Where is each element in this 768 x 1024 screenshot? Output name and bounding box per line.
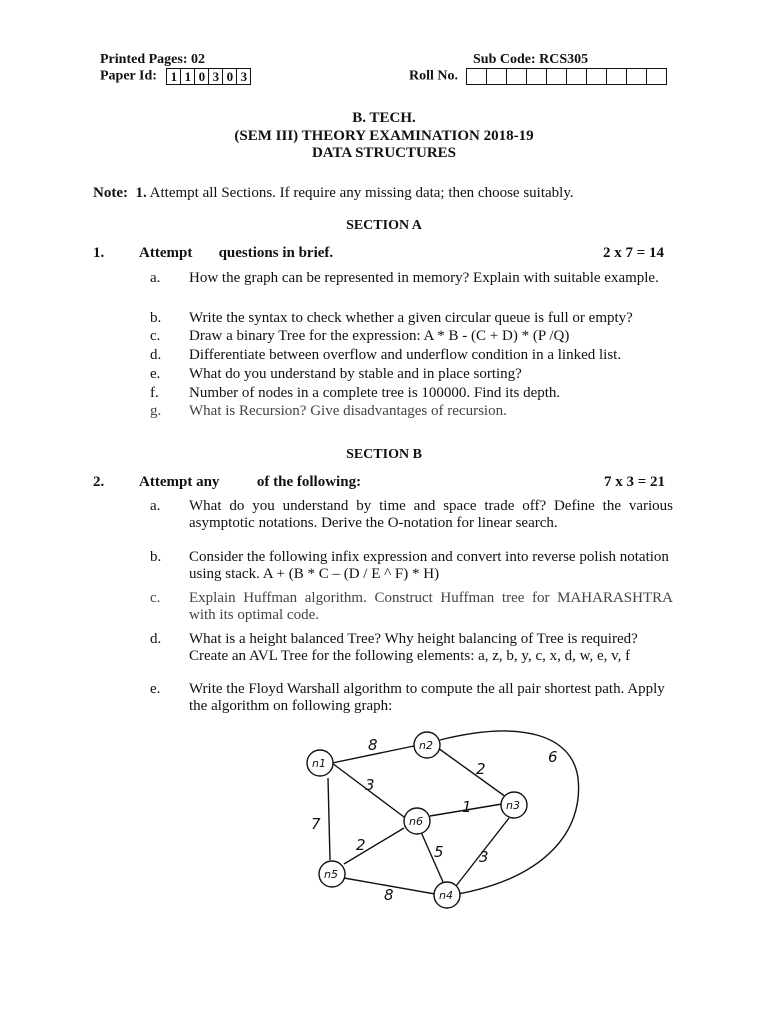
- item-label: e.: [150, 681, 161, 697]
- printed-pages: Printed Pages: 02: [100, 52, 205, 67]
- course-title: B. TECH.: [352, 110, 416, 126]
- paper-id: [100, 68, 251, 85]
- note: [93, 185, 574, 202]
- roll-no-cell[interactable]: [546, 68, 566, 85]
- paper-id-digit: 1: [180, 68, 194, 85]
- edge-weight: 3: [365, 776, 375, 794]
- node-label: n3: [506, 799, 520, 812]
- item-label: d.: [150, 347, 162, 363]
- item-label: e.: [150, 366, 161, 382]
- item-text: Differentiate between overflow and underflow condition in a linked list.: [189, 347, 622, 363]
- edge-weight: 2: [356, 836, 366, 854]
- roll-no-boxes[interactable]: [466, 68, 667, 85]
- node-label: n2: [419, 739, 433, 752]
- note-text: Attempt all Sections. If require any missing data; then choose suitably.: [149, 185, 574, 201]
- q1-marks: 2 x 7 = 14: [603, 245, 665, 261]
- item-label: f.: [150, 385, 159, 401]
- roll-no-cell[interactable]: [646, 68, 666, 85]
- item-label: b.: [150, 310, 162, 326]
- node-label: n1: [312, 757, 326, 770]
- item-text: Consider the following infix expression and convert into reverse polish notation using stack. A + (B * C – (D / E ^ F) * H): [189, 549, 669, 582]
- edge-weight: 7: [311, 815, 321, 833]
- item-label: c.: [150, 590, 161, 606]
- item-label: b.: [150, 549, 162, 565]
- graph-edge: [344, 828, 404, 864]
- note-number: 1.: [135, 185, 147, 201]
- graph-edge: [438, 748, 506, 797]
- roll-no-cell[interactable]: [586, 68, 606, 85]
- item-label: d.: [150, 631, 162, 647]
- paper-id-digit: 0: [222, 68, 236, 85]
- paper-id-digit: 0: [194, 68, 208, 85]
- item-label: a.: [150, 498, 161, 514]
- roll-no-cell[interactable]: [486, 68, 506, 85]
- section-a-heading: SECTION A: [346, 218, 422, 233]
- q2-number: 2.: [93, 474, 105, 490]
- paper-id-digit: 3: [236, 68, 250, 85]
- roll-no-cell[interactable]: [506, 68, 526, 85]
- node-label: n5: [324, 868, 338, 881]
- q2-marks: 7 x 3 = 21: [604, 474, 666, 490]
- q2-instruction: Attempt any of the following:: [139, 474, 362, 490]
- roll-no-cell[interactable]: [626, 68, 646, 85]
- node-label: n6: [409, 815, 423, 828]
- roll-no-label: Roll No.: [409, 68, 458, 84]
- node-label: n4: [439, 889, 453, 902]
- item-text: Draw a binary Tree for the expression: A * B - (C + D) * (P /Q): [189, 328, 570, 344]
- exam-title: (SEM III) THEORY EXAMINATION 2018-19: [234, 128, 534, 144]
- item-text: What do you understand by time and space trade off? Define the various asymptotic notations. Derive the O-notation for linear search.: [189, 498, 673, 531]
- item-text: Explain Huffman algorithm. Construct Huffman tree for MAHARASHTRA with its optimal code.: [189, 590, 673, 623]
- item-label: a.: [150, 270, 161, 286]
- subject-title: DATA STRUCTURES: [311, 145, 457, 161]
- edge-weight: 8: [384, 886, 394, 904]
- sub-code: Sub Code: RCS305: [473, 52, 589, 67]
- edge-weight: 1: [462, 798, 472, 816]
- item-label: c.: [150, 328, 161, 344]
- paper-id-boxes: [166, 68, 251, 85]
- item-text: What do you understand by stable and in place sorting?: [189, 366, 522, 382]
- weighted-graph: [290, 720, 590, 920]
- edge-weight: 5: [434, 843, 444, 861]
- item-text: How the graph can be represented in memory? Explain with suitable example.: [189, 270, 659, 286]
- note-label: Note:: [93, 185, 128, 201]
- item-text: Write the Floyd Warshall algorithm to compute the all pair shortest path. Apply the algorithm on following graph:: [189, 681, 665, 714]
- roll-no-cell[interactable]: [566, 68, 586, 85]
- roll-no: [409, 68, 667, 85]
- paper-id-digit: 3: [208, 68, 222, 85]
- q1-instruction: Attempt questions in brief.: [139, 245, 334, 261]
- roll-no-cell[interactable]: [526, 68, 546, 85]
- item-text: Number of nodes in a complete tree is 100000. Find its depth.: [189, 385, 561, 401]
- item-text: Write the syntax to check whether a given circular queue is full or empty?: [189, 310, 633, 326]
- q1-number: 1.: [93, 245, 105, 261]
- section-b-heading: SECTION B: [346, 447, 422, 462]
- item-text: What is Recursion? Give disadvantages of recursion.: [189, 403, 507, 419]
- edge-weight: 3: [479, 848, 489, 866]
- item-text: What is a height balanced Tree? Why height balancing of Tree is required? Create an AVL Tree for the following elements: a, z, b, y, c, x, d, w, e, v, f: [189, 631, 638, 664]
- edge-weight: 2: [476, 760, 486, 778]
- item-label: g.: [150, 403, 162, 419]
- graph-edge: [328, 778, 330, 860]
- paper-id-digit: 1: [166, 68, 180, 85]
- paper-id-label: Paper Id:: [100, 68, 157, 84]
- roll-no-cell[interactable]: [606, 68, 626, 85]
- edge-weight: 8: [368, 736, 378, 754]
- roll-no-cell[interactable]: [466, 68, 486, 85]
- edge-weight: 6: [548, 748, 558, 766]
